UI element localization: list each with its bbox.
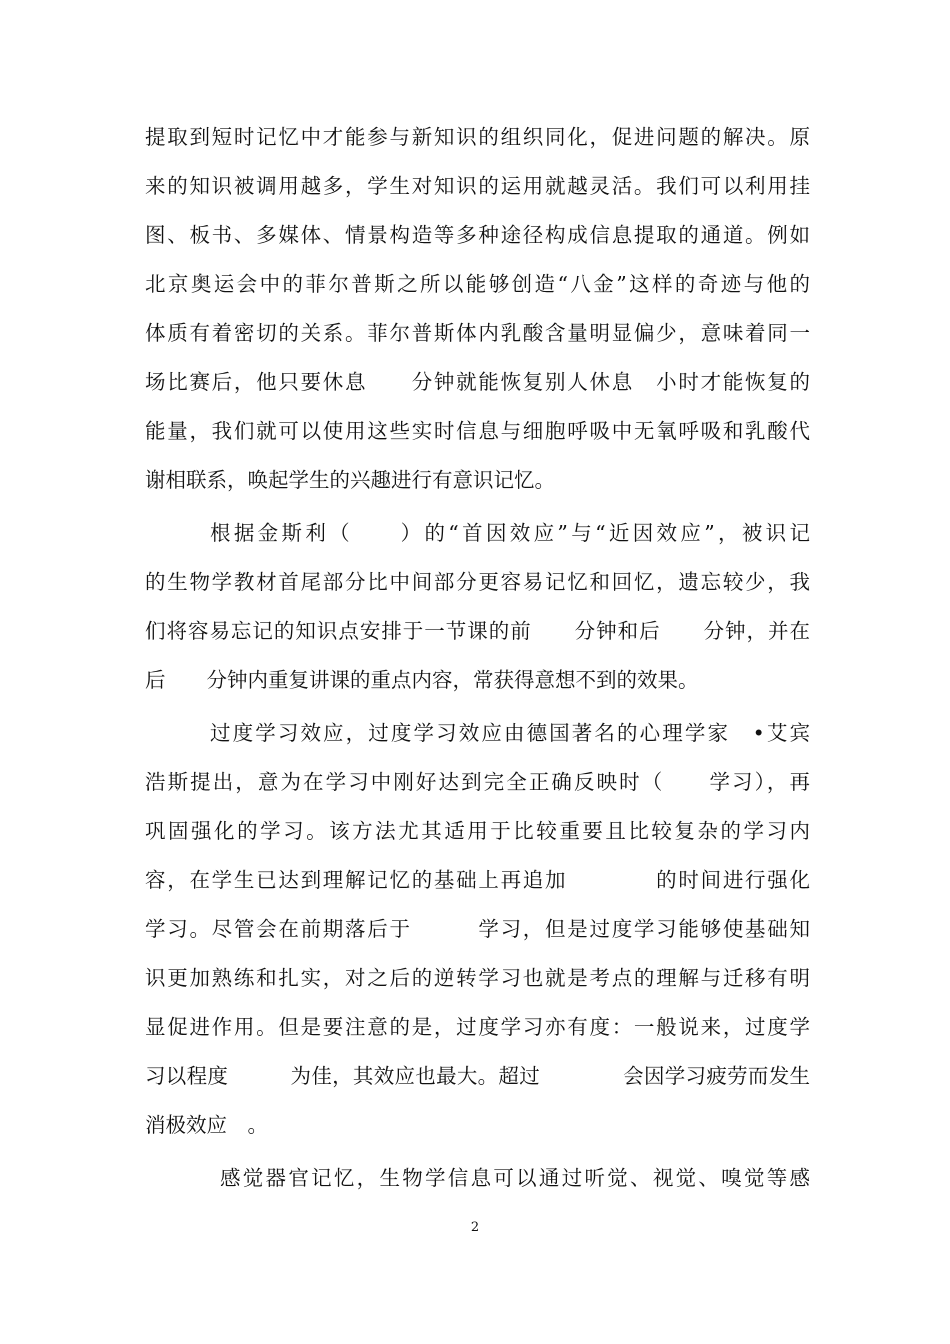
text-line: 们将容易忘记的知识点安排于一节课的前 分钟和后 分钟，并在 xyxy=(145,619,810,643)
paragraph-first-line: 感觉器官记忆，生物学信息可以通过听觉、视觉、嗅觉等感 xyxy=(220,1166,810,1190)
text-line: 图、板书、多媒体、情景构造等多种途径构成信息提取的通道。例如 xyxy=(145,223,810,247)
text-line: 巩固强化的学习。该方法尤其适用于比较重要且比较复杂的学习内 xyxy=(145,819,810,843)
text-line: 能量，我们就可以使用这些实时信息与细胞呼吸中无氧呼吸和乳酸代 xyxy=(145,419,810,443)
text-line: 提取到短时记忆中才能参与新知识的组织同化，促进问题的解决。原 xyxy=(145,125,810,149)
text-line: 场比赛后，他只要休息 分钟就能恢复别人休息 小时才能恢复的 xyxy=(145,370,810,394)
text-line: 容，在学生已达到理解记忆的基础上再追加 的时间进行强化 xyxy=(145,868,810,892)
paragraph-first-line: 根据金斯利（ ）的“首因效应”与“近因效应”，被识记 xyxy=(210,521,810,545)
text-line: 浩斯提出，意为在学习中刚好达到完全正确反映时（ 学习），再 xyxy=(145,770,810,794)
text-line: 学习。尽管会在前期落后于 学习，但是过度学习能够使基础知 xyxy=(145,917,810,941)
text-line: 消极效应 。 xyxy=(145,1113,268,1137)
text-line: 北京奥运会中的菲尔普斯之所以能够创造“八金”这样的奇迹与他的 xyxy=(145,272,810,296)
text-line: 习以程度 为佳，其效应也最大。超过 会因学习疲劳而发生 xyxy=(145,1064,810,1088)
text-line: 显促进作用。但是要注意的是，过度学习亦有度：一般说来，过度学 xyxy=(145,1015,810,1039)
text-line: 的生物学教材首尾部分比中间部分更容易记忆和回忆，遗忘较少，我 xyxy=(145,570,810,594)
text-line: 识更加熟练和扎实，对之后的逆转学习也就是考点的理解与迁移有明 xyxy=(145,966,810,990)
paragraph-first-line: 过度学习效应，过度学习效应由德国著名的心理学家 •艾宾 xyxy=(210,721,810,745)
text-line: 来的知识被调用越多，学生对知识的运用就越灵活。我们可以利用挂 xyxy=(145,174,810,198)
text-line: 谢相联系，唤起学生的兴趣进行有意识记忆。 xyxy=(145,468,555,492)
text-line: 体质有着密切的关系。菲尔普斯体内乳酸含量明显偏少，意味着同一 xyxy=(145,321,810,345)
text-line: 后 分钟内重复讲课的重点内容，常获得意想不到的效果。 xyxy=(145,668,699,692)
page-number: 2 xyxy=(470,1220,480,1235)
